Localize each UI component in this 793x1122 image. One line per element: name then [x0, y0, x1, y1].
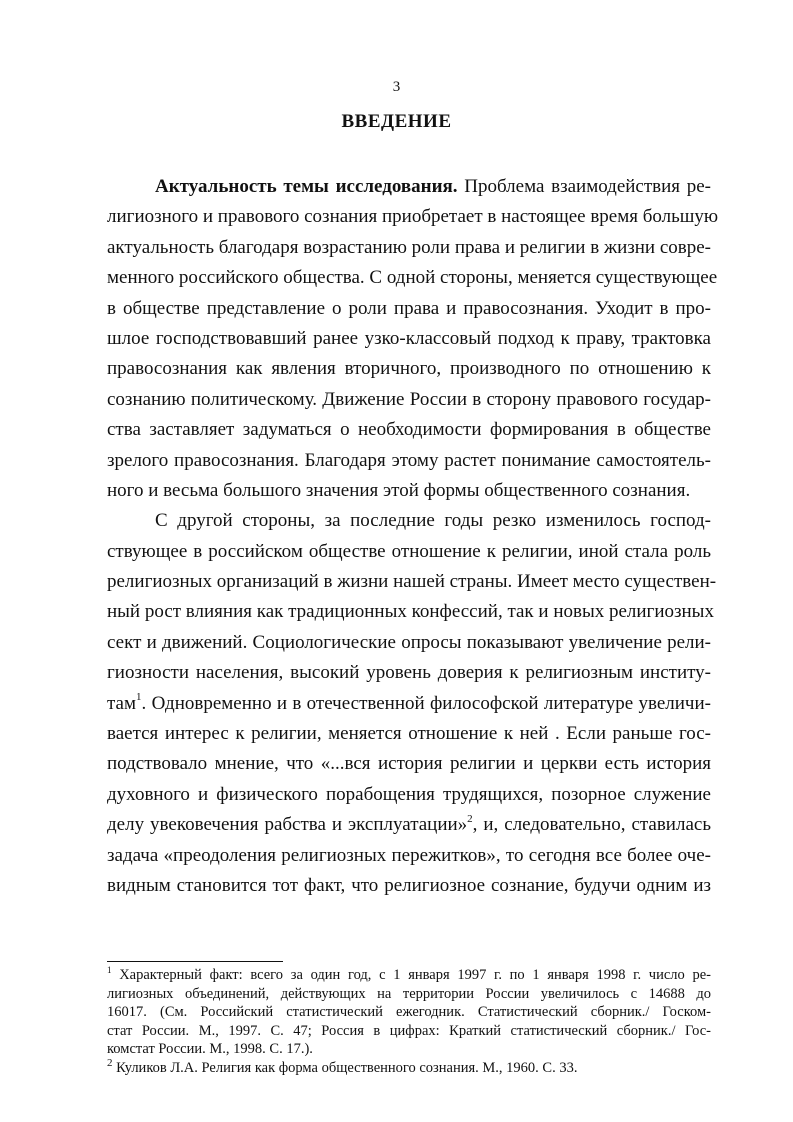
paragraph-2-line-footnote-1	[107, 689, 711, 719]
paragraph-1-line: в обществе представление о роли права и правосознания. Уходит в про-	[107, 297, 711, 319]
footnote-2-text: Куликов Л.А. Религия как форма общественного сознания. М., 1960. С. 33.	[112, 1059, 578, 1076]
paragraph-1-lead: Актуальность темы исследования.	[155, 176, 458, 197]
page-number: 3	[392, 79, 401, 95]
footnote-1-marker: 1	[107, 965, 112, 976]
paragraph-1-line-1	[107, 172, 711, 202]
footnote-1-line: лигиозных объединений, действующих на территории России увеличилось с 14688 до	[107, 985, 711, 1002]
paragraph-1-line: ства заставляет задуматься о необходимости формирования в обществе	[107, 419, 711, 441]
paragraph-2-line: духовного и физического порабощения трудящихся, позорное служение	[107, 783, 711, 805]
footnote-1-line: стат России. М., 1997. С. 47; Россия в цифрах: Краткий статистический сборник./ Гос-	[107, 1022, 711, 1039]
paragraph-2-line: религиозных организаций в жизни нашей страны. Имеет место существен-	[107, 571, 717, 593]
footnotes	[107, 966, 711, 1078]
paragraph-1-line: сознанию политическому. Движение России в сторону правового государ-	[107, 388, 711, 410]
footnote-ref-1: 1	[136, 691, 142, 704]
paragraph-2-line-7-start: там	[107, 692, 136, 714]
section-heading: ВВЕДЕНИЕ	[341, 111, 452, 132]
paragraph-1-line: зрелого правосознания. Благодаря этому растет понимание самостоятель-	[107, 449, 711, 471]
paragraph-2-line-11-start: делу увековечения рабства и эксплуатации»	[107, 814, 468, 836]
paragraph-2-line: ствующее в российском обществе отношение к религии, иной стала роль	[107, 540, 711, 562]
footnote-divider	[107, 961, 283, 962]
body-text	[107, 172, 719, 901]
paragraph-2-line: вается интерес к религии, меняется отношение к ней . Если раньше гос-	[107, 723, 711, 745]
footnote-1-text: Характерный факт: всего за один год, с 1 января 1997 г. по 1 января 1998 г. число ре-	[111, 967, 711, 983]
paragraph-2-line: сект и движений. Социологические опросы показывают увеличение рели-	[107, 631, 711, 653]
paragraph-2-line: задача «преодоления религиозных пережитков», то сегодня все более оче-	[107, 844, 711, 866]
paragraph-1-line: шлое господствовавший ранее узко-классовый подход к праву, трактовка	[107, 327, 711, 349]
paragraph-1-line-1-text: Проблема взаимодействия ре-	[457, 176, 712, 197]
paragraph-2-line-footnote-2	[107, 810, 711, 840]
footnote-1-line-1	[107, 966, 711, 985]
paragraph-1-line-last: ного и весьма большого значения этой формы общественного сознания.	[107, 479, 691, 501]
footnote-ref-2: 2	[467, 812, 473, 825]
paragraph-1-line: правосознания как явления вторичного, производного по отношению к	[107, 358, 711, 380]
paragraph-1-line: актуальность благодаря возрастанию роли права и религии в жизни совре-	[107, 236, 711, 258]
paragraph-1-line: менного российского общества. С одной стороны, меняется существующее	[107, 267, 718, 289]
paragraph-2-line: гиозности населения, высокий уровень доверия к религиозным институ-	[107, 662, 711, 684]
paragraph-2-line: видным становится тот факт, что религиозное сознание, будучи одним из	[107, 874, 711, 896]
paragraph-2-line-7-end: . Одновременно и в отечественной философской литературе увеличи-	[141, 692, 711, 714]
paragraph-1-line: лигиозного и правового сознания приобретает в настоящее время большую	[107, 206, 719, 228]
paragraph-2-line: С другой стороны, за последние годы резко изменилось господ-	[155, 510, 711, 532]
footnote-2-line-1	[107, 1059, 711, 1078]
footnote-2-marker: 2	[107, 1057, 113, 1070]
paragraph-2-line-11-end: , и, следовательно, ставилась	[472, 814, 711, 836]
paragraph-2-line: подствовало мнение, что «...вся история религии и церкви есть история	[107, 753, 711, 775]
footnote-1-line: комстат России. М., 1998. С. 17.).	[107, 1041, 313, 1058]
footnote-1-line: 16017. (См. Российский статистический ежегодник. Статистический сборник./ Госком-	[107, 1004, 711, 1021]
paragraph-2-line: ный рост влияния как традиционных конфессий, так и новых религиозных	[107, 601, 714, 623]
